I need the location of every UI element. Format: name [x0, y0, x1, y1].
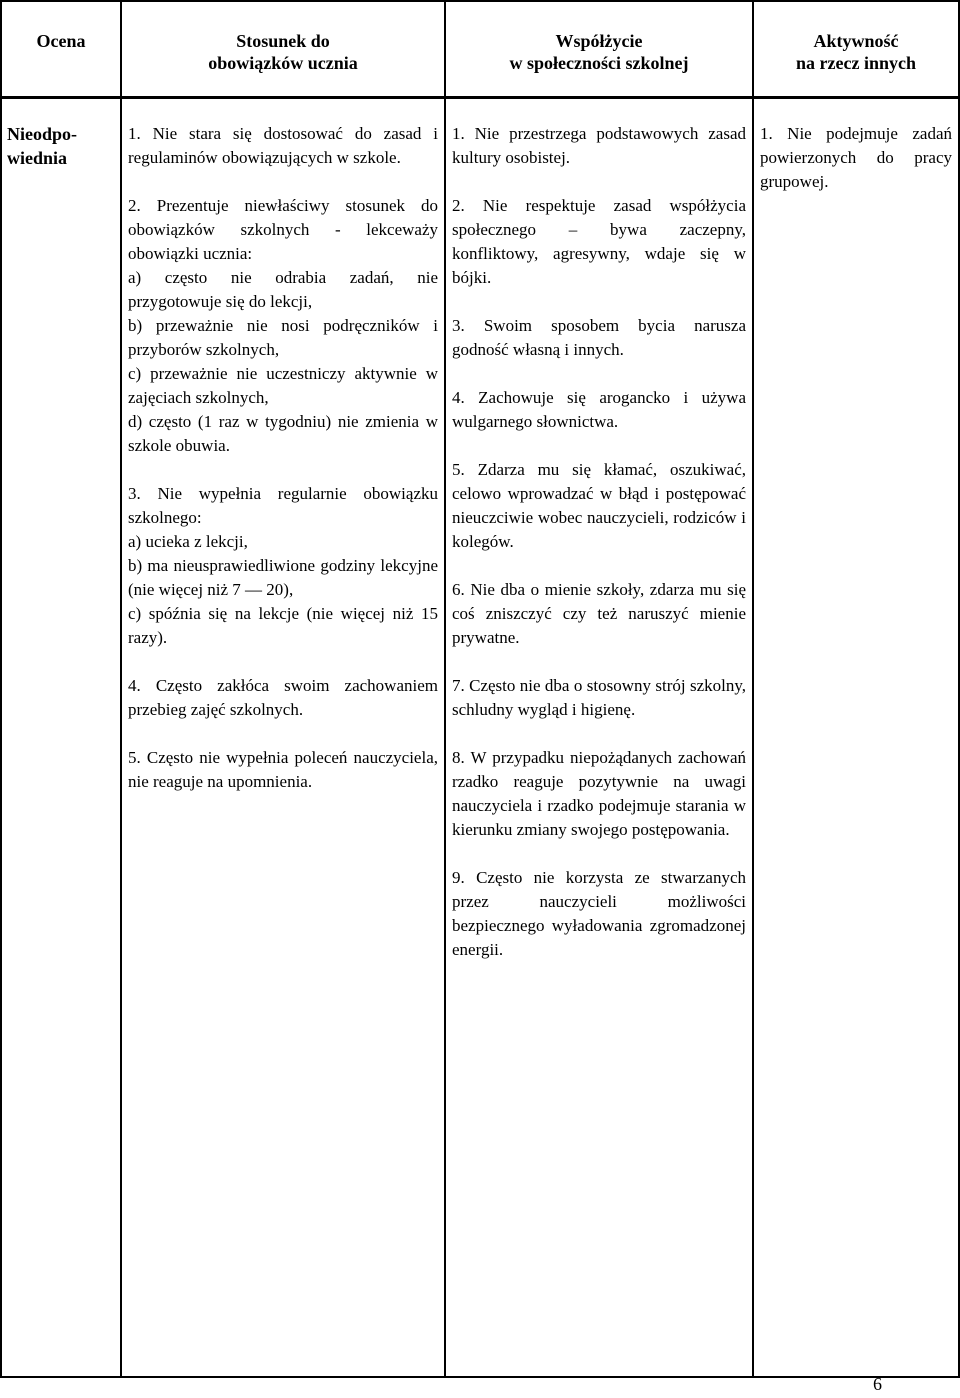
cell-stosunek	[128, 122, 438, 804]
stosunek-item: 1. Nie stara się dostosować do zasad i regulaminów obowiązujących w szkole.	[128, 124, 438, 167]
header-aktywnosc-line1: Aktywność	[813, 31, 899, 51]
table-border-bottom	[0, 1376, 960, 1378]
grade-line1: Nieodpo-	[7, 124, 78, 144]
grade-line2: wiednia	[7, 148, 68, 168]
col-divider-2	[444, 0, 446, 1378]
wspolzycie-item: 8. W przypadku niepożądanych zachowań rzadko reaguje pozytywnie na uwagi nauczyciela i rzadko podejmuje starania w kierunku zmiany swojego postępowania.	[452, 748, 746, 839]
header-aktywnosc	[754, 30, 958, 74]
stosunek-subitem: c) spóźnia się na lekcje (nie więcej niż 15 razy).	[128, 604, 438, 647]
header-wspolzycie-line1: Współżycie	[555, 31, 643, 51]
cell-wspolzycie	[452, 122, 746, 972]
header-ocena	[2, 30, 120, 52]
header-stosunek-line1: Stosunek do	[236, 31, 330, 51]
stosunek-item: 2. Prezentuje niewłaściwy stosunek do obowiązków szkolnych - lekceważy obowiązki ucznia:	[128, 196, 438, 263]
stosunek-subitem: a) ucieka z lekcji,	[128, 532, 248, 551]
header-separator	[0, 96, 960, 99]
header-stosunek	[122, 30, 444, 74]
wspolzycie-item: 3. Swoim sposobem bycia narusza godność własną i innych.	[452, 316, 746, 359]
wspolzycie-item: 9. Często nie korzysta ze stwarzanych przez nauczycieli możliwości bezpiecznego wyładowania zgromadzonej energii.	[452, 868, 746, 959]
cell-aktywnosc	[760, 122, 952, 204]
table-border-left	[0, 0, 2, 1378]
header-wspolzycie-line2: w społeczności szkolnej	[509, 53, 689, 73]
stosunek-item: 4. Często zakłóca swoim zachowaniem przebieg zajęć szkolnych.	[128, 676, 438, 719]
header-wspolzycie	[446, 30, 752, 74]
grade-label	[7, 122, 117, 170]
stosunek-subitem: d) często (1 raz w tygodniu) nie zmienia w szkole obuwia.	[128, 412, 438, 455]
aktywnosc-item: 1. Nie podejmuje zadań powierzonych do pracy grupowej.	[760, 124, 952, 191]
wspolzycie-item: 6. Nie dba o mienie szkoły, zdarza mu się coś zniszczyć czy też naruszyć mienie prywatne.	[452, 580, 746, 647]
wspolzycie-item: 7. Często nie dba o stosowny strój szkolny, schludny wygląd i higienę.	[452, 676, 746, 719]
wspolzycie-item: 1. Nie przestrzega podstawowych zasad kultury osobistej.	[452, 124, 746, 167]
col-divider-3	[752, 0, 754, 1378]
col-divider-1	[120, 0, 122, 1378]
page-number: 6	[873, 1374, 882, 1394]
header-aktywnosc-line2: na rzecz innych	[796, 53, 916, 73]
stosunek-subitem: c) przeważnie nie uczestniczy aktywnie w zajęciach szkolnych,	[128, 364, 438, 407]
header-stosunek-line2: obowiązków ucznia	[208, 53, 358, 73]
stosunek-subitem: a) często nie odrabia zadań, nie przygotowuje się do lekcji,	[128, 268, 438, 311]
wspolzycie-item: 4. Zachowuje się arogancko i używa wulgarnego słownictwa.	[452, 388, 746, 431]
header-ocena-text: Ocena	[36, 31, 86, 51]
table-border-top	[0, 0, 960, 2]
stosunek-item: 5. Często nie wypełnia poleceń nauczyciela, nie reaguje na upomnienia.	[128, 748, 438, 791]
stosunek-subitem: b) ma nieusprawiedliwione godziny lekcyjne (nie więcej niż 7 — 20),	[128, 556, 438, 599]
stosunek-subitem: b) przeważnie nie nosi podręczników i przyborów szkolnych,	[128, 316, 438, 359]
wspolzycie-item: 2. Nie respektuje zasad współżycia społecznego – bywa zaczepny, konfliktowy, agresywny, wdaje się w bójki.	[452, 196, 746, 287]
wspolzycie-item: 5. Zdarza mu się kłamać, oszukiwać, celowo wprowadzać w błąd i postępować nieuczciwie wobec nauczycieli, rodziców i kolegów.	[452, 460, 746, 551]
stosunek-item: 3. Nie wypełnia regularnie obowiązku szkolnego:	[128, 484, 438, 527]
